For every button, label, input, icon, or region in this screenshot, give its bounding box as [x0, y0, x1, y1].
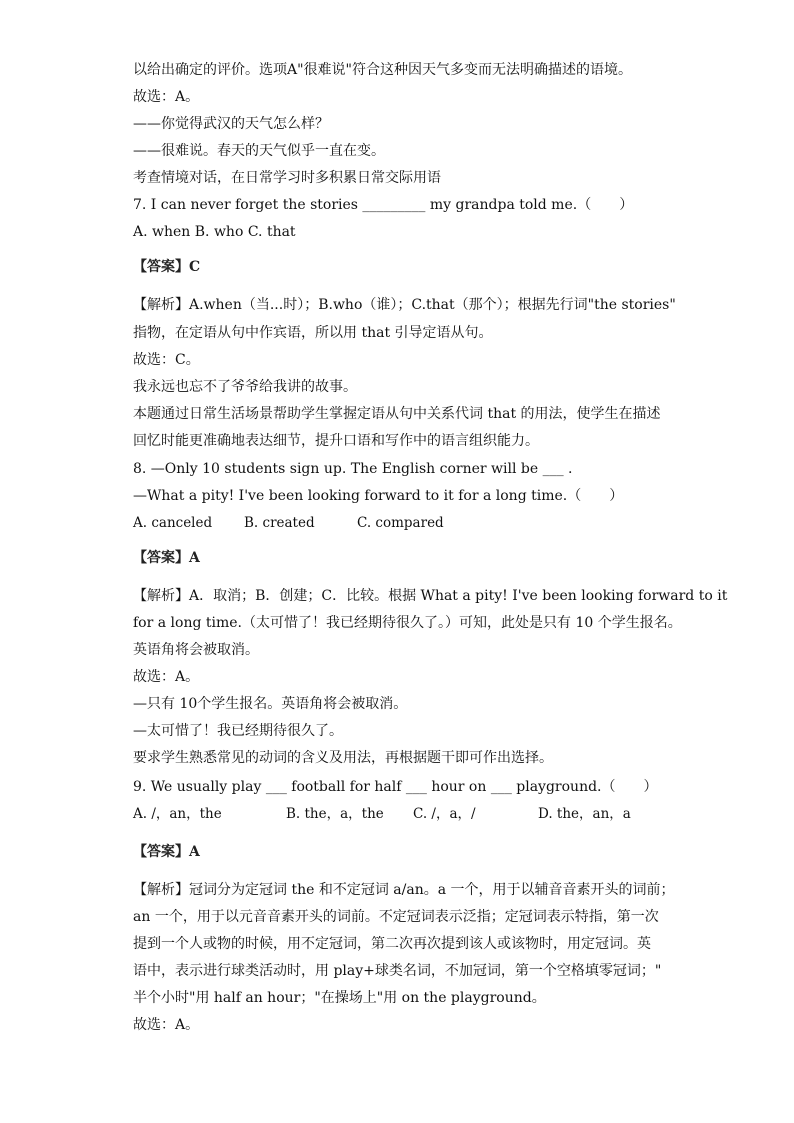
- question-7-options: A. when B. who C. that: [133, 224, 296, 240]
- text-line: 本题通过日常生活场景帮助学生掌握定语从句中关系代词 that 的用法，使学生在描述: [133, 406, 661, 422]
- q8-option-a: A. canceled: [133, 515, 213, 531]
- text-line: 要求学生熟悉常见的动词的含义及用法，再根据题干即可作出选择。: [133, 750, 553, 766]
- q9-option-b: B. the，a，the: [286, 806, 384, 822]
- q8-option-c: C. compared: [357, 515, 444, 531]
- text-line: 考查情境对话，在日常学习时多积累日常交际用语: [133, 170, 441, 186]
- text-line: ——你觉得武汉的天气怎么样？: [133, 116, 329, 132]
- text-line: 指物，在定语从句中作宾语，所以用 that 引导定语从句。: [133, 325, 493, 341]
- text-line: —只有 10个学生报名。英语角将会被取消。: [133, 696, 408, 712]
- text-line: 回忆时能更准确地表达细节，提升口语和写作中的语言组织能力。: [133, 433, 539, 449]
- text-line: 故选：A。: [133, 89, 200, 105]
- text-line: 故选：C。: [133, 352, 200, 368]
- text-line: 提到一个人或物的时候，用不定冠词，第二次再次提到该人或该物时，用定冠词。英: [133, 936, 651, 952]
- text-line: an 一个，用于以元音音素开头的词前。不定冠词表示泛指；定冠词表示特指，第一次: [133, 909, 659, 925]
- text-line: 故选：A。: [133, 669, 200, 685]
- question-7: 7. I can never forget the stories _________ my grandpa told me.（ ）: [133, 197, 634, 213]
- analysis-text: 【解析】A．取消；B．创建；C．比较。根据 What a pity! I've been looking forward to it: [133, 588, 728, 604]
- text-line: 故选：A。: [133, 1017, 200, 1033]
- text-line: for a long time.（太可惜了！我已经期待很久了。）可知，此处是只有 10 个学生报名。: [133, 615, 682, 631]
- answer-label: 【答案】C: [133, 259, 201, 275]
- text-line: ——很难说。春天的天气似乎一直在变。: [133, 143, 385, 159]
- text-line: 以给出确定的评价。选项A"很难说"符合这种因天气多变而无法明确描述的语境。: [133, 62, 632, 78]
- question-9: 9. We usually play ___ football for half ___ hour on ___ playground.（ ）: [133, 779, 658, 795]
- text-line: 我永远也忘不了爷爷给我讲的故事。: [133, 379, 357, 395]
- q9-option-c: C. /，a，/: [413, 806, 476, 822]
- answer-label: 【答案】A: [133, 550, 200, 566]
- question-8-line2: —What a pity! I've been looking forward to it for a long time.（ ）: [133, 488, 624, 504]
- answer-label: 【答案】A: [133, 844, 200, 860]
- text-line: —太可惜了！我已经期待很久了。: [133, 723, 343, 739]
- analysis-text: 【解析】冠词分为定冠词 the 和不定冠词 a/an。a 一个，用于以辅音音素开头的词前；: [133, 882, 675, 898]
- q9-option-a: A. /，an，the: [133, 806, 222, 822]
- text-line: 语中，表示进行球类活动时，用 play+球类名词，不加冠词，第一个空格填零冠词；": [133, 963, 662, 979]
- q8-option-b: B. created: [244, 515, 315, 531]
- question-8: 8. —Only 10 students sign up. The English corner will be ___ .: [133, 461, 573, 477]
- text-line: 英语角将会被取消。: [133, 642, 259, 658]
- text-line: 半个小时"用 half an hour；"在操场上"用 on the playground。: [133, 990, 546, 1006]
- q9-option-d: D. the，an，a: [538, 806, 631, 822]
- analysis-text: 【解析】A.when（当...时）；B.who（谁）；C.that（那个）；根据先行词"the stories": [133, 297, 676, 313]
